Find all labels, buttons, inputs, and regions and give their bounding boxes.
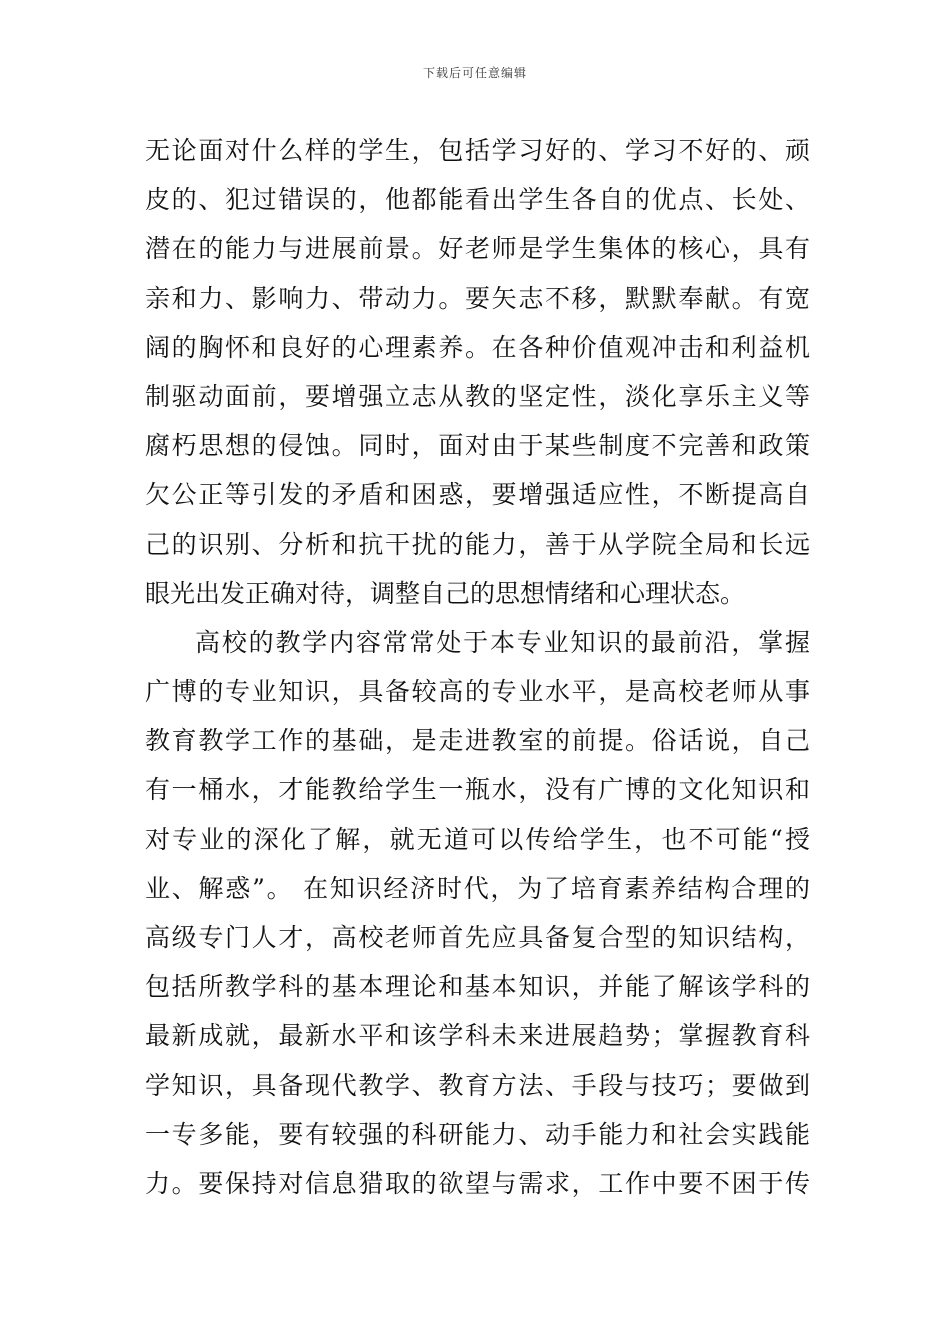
text-line: 己的识别、分析和抗干扰的能力，善于从学院全局和长远 (145, 529, 810, 559)
text-line: 眼光出发正确对待，调整自己的思想情绪和心理状态。 (145, 578, 746, 608)
paragraph-1 (145, 126, 810, 618)
text-line: 腐朽思想的侵蚀。同时，面对由于某些制度不完善和政策 (145, 431, 810, 461)
text-line: 最新成就，最新水平和该学科未来进展趋势；掌握教育科 (145, 1021, 810, 1051)
document-body (145, 126, 810, 1208)
text-line: 潜在的能力与进展前景。好老师是学生集体的核心，具有 (145, 234, 810, 264)
text-line: 无论面对什么样的学生，包括学习好的、学习不好的、顽 (145, 136, 810, 165)
text-line: 包括所教学科的基本理论和基本知识，并能了解该学科的 (145, 972, 810, 1002)
page-header: 下载后可任意编辑 (422, 66, 527, 80)
text-line: 业、解惑”。 在知识经济时代，为了培育素养结构合理的 (145, 873, 810, 903)
text-line: 高级专门人才，高校老师首先应具备复合型的知识结构， (145, 923, 810, 952)
text-line: 制驱动面前，要增强立志从教的坚定性，淡化享乐主义等 (145, 381, 810, 411)
text-line: 广博的专业知识，具备较高的专业水平，是高校老师从事 (145, 677, 810, 707)
text-line: 有一桶水，才能教给学生一瓶水，没有广博的文化知识和 (145, 775, 810, 805)
text-line: 一专多能，要有较强的科研能力、动手能力和社会实践能 (145, 1119, 810, 1149)
text-line: 阔的胸怀和良好的心理素养。在各种价值观冲击和利益机 (145, 332, 810, 362)
paragraph-2 (145, 618, 810, 1208)
text-line: 欠公正等引发的矛盾和困惑，要增强适应性，不断提高自 (145, 480, 810, 510)
text-line: 对专业的深化了解，就无道可以传给学生，也不可能“授 (145, 824, 810, 854)
text-line: 教育教学工作的基础，是走进教室的前提。俗话说，自己 (145, 726, 810, 756)
text-line: 力。要保持对信息猎取的欲望与需求，工作中要不困于传 (145, 1168, 810, 1198)
text-line: 皮的、犯过错误的，他都能看出学生各自的优点、长处、 (145, 185, 810, 215)
text-line: 学知识，具备现代教学、教育方法、手段与技巧；要做到 (145, 1070, 810, 1100)
text-line: 亲和力、影响力、带动力。要矢志不移，默默奉献。有宽 (145, 283, 810, 313)
text-line: 高校的教学内容常常处于本专业知识的最前沿，掌握 (195, 627, 810, 657)
